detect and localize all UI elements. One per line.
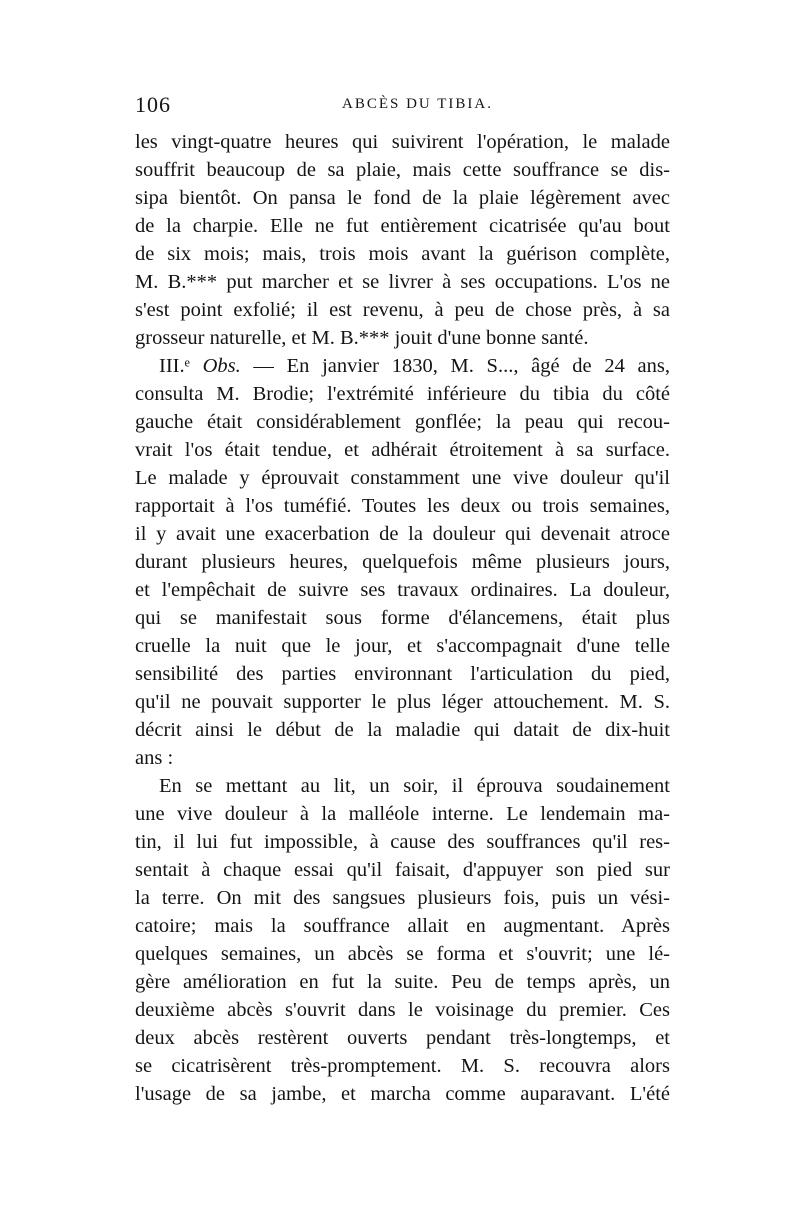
text-line: l'usage de sa jambe, et marcha comme auparavant. L'été [135, 1083, 670, 1105]
text-line: Le malade y éprouvait constamment une vive douleur qu'il [135, 467, 670, 489]
text-line: souffrit beaucoup de sa plaie, mais cette souffrance se dis- [135, 159, 670, 181]
text-line: grosseur naturelle, et M. B.*** jouit d'une bonne santé. [135, 327, 589, 349]
text-line: ans : [135, 747, 174, 769]
text-line: quelques semaines, un abcès se forma et s'ouvrit; une lé- [135, 943, 670, 965]
text-line: sensibilité des parties environnant l'articulation du pied, [135, 663, 670, 685]
text-line: gère amélioration en fut la suite. Peu de temps après, un [135, 971, 670, 993]
running-head: ABCÈS DU TIBIA. [342, 96, 493, 112]
text-line: se cicatrisèrent très-promptement. M. S. recouvra alors [135, 1055, 670, 1077]
text-line: qui se manifestait sous forme d'élancemens, était plus [135, 607, 670, 629]
text-line: les vingt-quatre heures qui suivirent l'opération, le malade [135, 131, 670, 153]
text-line: rapportait à l'os tuméfié. Toutes les deux ou trois semaines, [135, 495, 670, 517]
text-line: deux abcès restèrent ouverts pendant très-longtemps, et [135, 1027, 670, 1049]
text-line: cruelle la nuit que le jour, et s'accompagnait d'une telle [135, 635, 670, 657]
text-line: vrait l'os était tendue, et adhérait étroitement à sa surface. [135, 439, 670, 461]
page-header [135, 92, 670, 122]
text-line: la terre. On mit des sangsues plusieurs fois, puis un vési- [135, 887, 670, 909]
text-line: de six mois; mais, trois mois avant la guérison complète, [135, 243, 670, 265]
text-line: consulta M. Brodie; l'extrémité inférieure du tibia du côté [135, 383, 670, 405]
text-line: deuxième abcès s'ouvrit dans le voisinage du premier. Ces [135, 999, 670, 1021]
text-line: et l'empêchait de suivre ses travaux ordinaires. La douleur, [135, 579, 670, 601]
text-line: gauche était considérablement gonflée; la peau qui recou- [135, 411, 670, 433]
text-line: qu'il ne pouvait supporter le plus léger attouchement. M. S. [135, 691, 670, 713]
text-line: tin, il lui fut impossible, à cause des souffrances qu'il res- [135, 831, 670, 853]
observation-heading-line: III.ᵉ Obs. — En janvier 1830, M. S..., âgé de 24 ans, [159, 355, 670, 377]
text-line: durant plusieurs heures, quelquefois même plusieurs jours, [135, 551, 670, 573]
page-number: 106 [135, 92, 171, 117]
text-line: décrit ainsi le début de la maladie qui datait de dix-huit [135, 719, 670, 741]
text-line: de la charpie. Elle ne fut entièrement cicatrisée qu'au bout [135, 215, 670, 237]
text-line: sipa bientôt. On pansa le fond de la plaie légèrement avec [135, 187, 670, 209]
text-line: M. B.*** put marcher et se livrer à ses occupations. L'os ne [135, 271, 670, 293]
text-line: une vive douleur à la malléole interne. Le lendemain ma- [135, 803, 670, 825]
text-line: s'est point exfolié; il est revenu, à peu de chose près, à sa [135, 299, 670, 321]
text-line: catoire; mais la souffrance allait en augmentant. Après [135, 915, 670, 937]
text-line: sentait à chaque essai qu'il faisait, d'appuyer son pied sur [135, 859, 670, 881]
text-line: En se mettant au lit, un soir, il éprouva soudainement [159, 775, 670, 797]
text-line: il y avait une exacerbation de la douleur qui devenait atroce [135, 523, 670, 545]
